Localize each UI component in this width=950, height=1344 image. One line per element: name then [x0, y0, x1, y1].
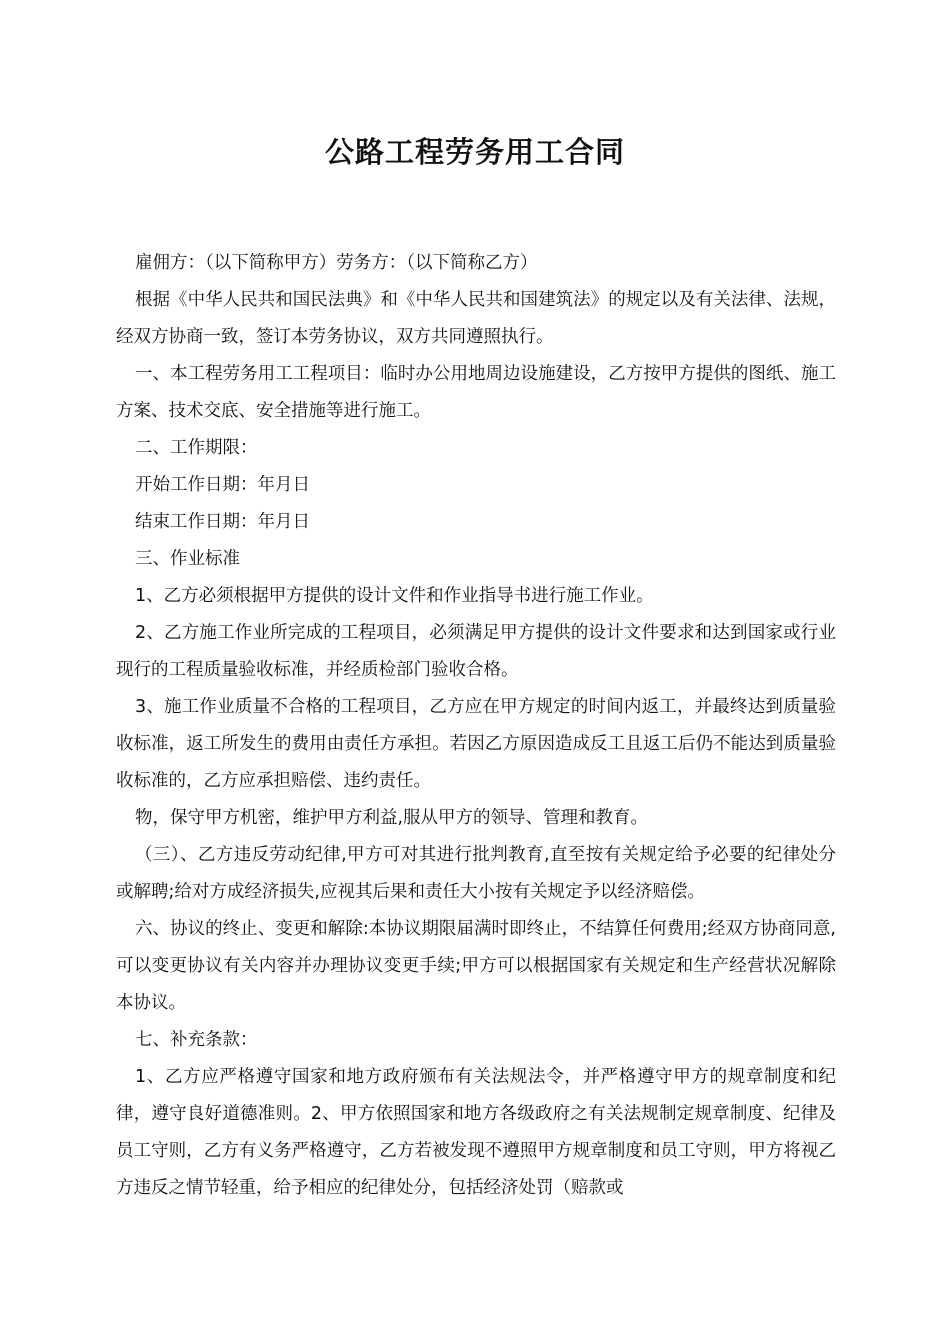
- paragraph-end-date: 结束工作日期：年月日: [135, 512, 310, 532]
- paragraph-term-heading: 二、工作期限：: [135, 438, 258, 458]
- paragraph-legal-basis: 根据《中华人民共和国民法典》和《中华人民共和国建筑法》的规定以及有关法律、法规，经双方协商一致，签订本劳务协议，双方共同遵照执行。: [116, 290, 836, 347]
- paragraph-standard-1: 1、乙方必须根据甲方提供的设计文件和作业指导书进行施工作业。: [135, 586, 654, 606]
- paragraph-start-date: 开始工作日期：年月日: [135, 475, 310, 495]
- document-body: [116, 245, 836, 1207]
- document-title: 公路工程劳务用工合同: [324, 135, 625, 169]
- paragraph-termination: 六、协议的终止、变更和解除:本协议期限届满时即终止，不结算任何费用;经双方协商同意,可以变更协议有关内容并办理协议变更手续;甲方可以根据国家有关规定和生产经营状况解除本协议。: [116, 919, 836, 1013]
- paragraph-standard-3: 3、施工作业质量不合格的工程项目，乙方应在甲方规定的时间内返工，并最终达到质量验收标准，返工所发生的费用由责任方承担。若因乙方原因造成反工且返工后仍不能达到质量验收标准的，乙方应承担赔偿、违约责任。: [116, 697, 836, 791]
- paragraph-supplement-1: 1、乙方应严格遵守国家和地方政府颁布有关法规法令，并严格遵守甲方的规章制度和纪律，遵守良好道德准则。2、甲方依照国家和地方各级政府之有关法规制定规章制度、纪律及员工守则，乙方有义务严格遵守，乙方若被发现不遵照甲方规章制度和员工守则，甲方将视乙方违反之情节轻重，给予相应的纪律处分，包括经济处罚（赔款或: [116, 1067, 836, 1198]
- paragraph-standards-heading: 三、作业标准: [135, 549, 240, 569]
- paragraph-project: 一、本工程劳务用工工程项目：临时办公用地周边设施建设，乙方按甲方提供的图纸、施工方案、技术交底、安全措施等进行施工。: [116, 364, 836, 421]
- paragraph-discipline: （三）、乙方违反劳动纪律,甲方可对其进行批判教育,直至按有关规定给予必要的纪律处分或解聘;给对方成经济损失,应视其后果和责任大小按有关规定予以经济赔偿。: [116, 845, 836, 902]
- paragraph-standard-2: 2、乙方施工作业所完成的工程项目，必须满足甲方提供的设计文件要求和达到国家或行业现行的工程质量验收标准，并经质检部门验收合格。: [116, 623, 836, 680]
- paragraph-supplement-heading: 七、补充条款：: [135, 1030, 258, 1050]
- paragraph-confidentiality: 物，保守甲方机密，维护甲方利益,服从甲方的领导、管理和教育。: [135, 808, 649, 828]
- paragraph-parties: 雇佣方：（以下简称甲方）劳务方：（以下简称乙方）: [135, 253, 538, 273]
